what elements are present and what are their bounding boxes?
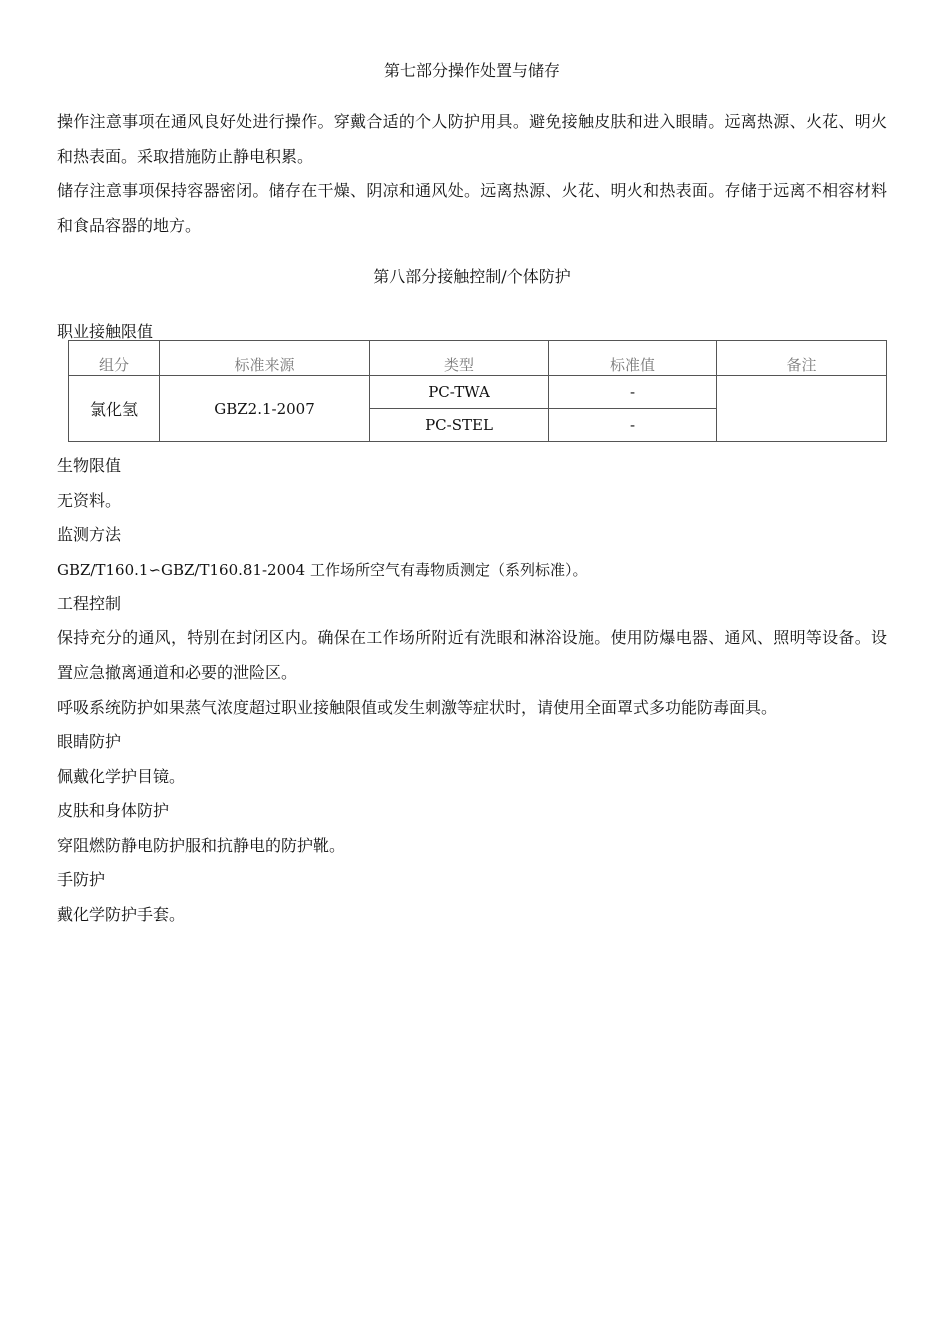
oel-label: 职业接触限值 bbox=[57, 322, 154, 341]
engineering-text: 保持充分的通风，特别在封闭区内。确保在工作场所附近有洗眼和淋浴设施。使用防爆电器、通风、照明等设备。设置应急撤离通道和必要的泄险区。 bbox=[57, 628, 887, 682]
table-row bbox=[69, 376, 887, 409]
table-header-row bbox=[69, 341, 887, 376]
eye-text: 佩戴化学护目镜。 bbox=[57, 767, 186, 786]
type-cell: PC-STEL bbox=[370, 409, 549, 442]
value-cell: - bbox=[549, 376, 717, 409]
respiratory-text: 呼吸系统防护如果蒸气浓度超过职业接触限值或发生刺激等症状时，请使用全面罩式多功能防毒面具。 bbox=[57, 698, 778, 717]
storage-precautions: 储存注意事项保持容器密闭。储存在干燥、阴凉和通风处。远离热源、火花、明火和热表面。存储于远离不相容材料和食品容器的地方。 bbox=[57, 181, 887, 235]
monitoring-text: GBZ/T160.1∽GBZ/T160.81-2004 工作场所空气有毒物质测定（系列标准）。 bbox=[57, 561, 588, 579]
component-cell: 氯化氢 bbox=[69, 376, 160, 442]
skin-text: 穿阻燃防静电防护服和抗静电的防护靴。 bbox=[57, 836, 346, 855]
header-value: 标准值 bbox=[549, 341, 717, 376]
engineering-label: 工程控制 bbox=[57, 594, 122, 613]
exposure-limits-table bbox=[68, 340, 887, 442]
section7-title: 第七部分操作处置与储存 bbox=[383, 61, 560, 80]
section8-title: 第八部分接触控制/个体防护 bbox=[373, 267, 571, 286]
hand-label: 手防护 bbox=[57, 870, 106, 889]
value-cell: - bbox=[549, 409, 717, 442]
skin-label: 皮肤和身体防护 bbox=[57, 801, 170, 820]
header-source: 标准来源 bbox=[160, 341, 370, 376]
monitoring-label: 监测方法 bbox=[57, 525, 122, 544]
hand-text: 戴化学防护手套。 bbox=[57, 905, 186, 924]
type-cell: PC-TWA bbox=[370, 376, 549, 409]
source-cell: GBZ2.1-2007 bbox=[160, 376, 370, 442]
header-component: 组分 bbox=[69, 341, 160, 376]
remark-cell bbox=[717, 376, 887, 442]
bio-limit-text: 无资料。 bbox=[57, 491, 122, 510]
eye-label: 眼睛防护 bbox=[57, 732, 122, 751]
bio-limit-label: 生物限值 bbox=[57, 456, 122, 475]
handling-precautions: 操作注意事项在通风良好处进行操作。穿戴合适的个人防护用具。避免接触皮肤和进入眼睛。远离热源、火花、明火和热表面。采取措施防止静电积累。 bbox=[57, 112, 887, 166]
header-type: 类型 bbox=[370, 341, 549, 376]
header-remark: 备注 bbox=[717, 341, 887, 376]
